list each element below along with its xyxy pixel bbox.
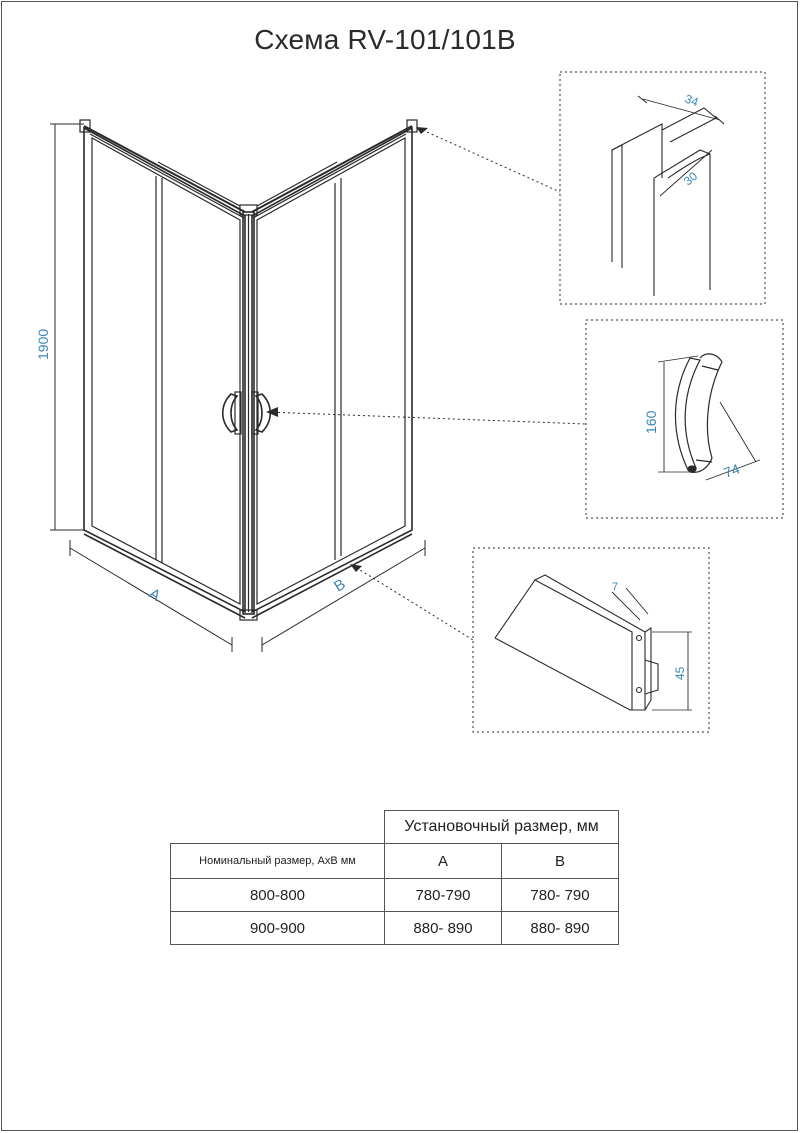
left-handle <box>223 392 241 434</box>
nominal-size-cell: 900-900 <box>171 912 385 945</box>
rail-thickness-label: 7 <box>612 581 619 593</box>
profile-detail-box <box>560 72 765 304</box>
page-title: Схема RV-101/101B <box>254 24 516 55</box>
table-header-row <box>171 811 619 844</box>
height-dimension <box>50 124 84 530</box>
leader-arrow <box>350 564 362 572</box>
profile-detail <box>612 96 724 296</box>
installation-size-header: Установочный размер, мм <box>385 811 619 844</box>
column-a-header: A <box>385 844 502 879</box>
nominal-size-header: Номинальный размер, АхВ мм <box>171 844 385 879</box>
handle-detail-box <box>586 320 783 518</box>
rail-detail-box <box>473 548 709 732</box>
side-b-label: B <box>331 575 349 596</box>
table-row <box>171 879 619 912</box>
table-subheader-row <box>171 844 619 879</box>
nominal-size-cell: 800-800 <box>171 879 385 912</box>
side-a-label: A <box>145 584 164 605</box>
left-panel <box>84 128 245 612</box>
size-b-cell: 880- 890 <box>502 912 619 945</box>
handle-depth-label: 74 <box>721 460 742 481</box>
handle-height-label: 160 <box>643 410 659 434</box>
profile-depth-label: 30 <box>680 168 701 189</box>
side-b-dimension <box>262 540 425 652</box>
rail-detail <box>495 575 692 710</box>
profile-width-label: 34 <box>682 91 701 110</box>
size-table <box>170 810 619 945</box>
column-b-header: B <box>502 844 619 879</box>
right-panel <box>252 128 412 612</box>
table-row <box>171 912 619 945</box>
handle-detail <box>658 354 760 480</box>
shower-enclosure <box>80 120 417 620</box>
size-b-cell: 780- 790 <box>502 879 619 912</box>
size-a-cell: 780-790 <box>385 879 502 912</box>
height-dimension-label: 1900 <box>35 328 51 360</box>
rail-height-label: 45 <box>673 666 687 680</box>
leader-arrow <box>266 407 278 417</box>
leader-arrow <box>416 127 428 134</box>
size-a-cell: 880- 890 <box>385 912 502 945</box>
leader-lines <box>268 128 586 640</box>
